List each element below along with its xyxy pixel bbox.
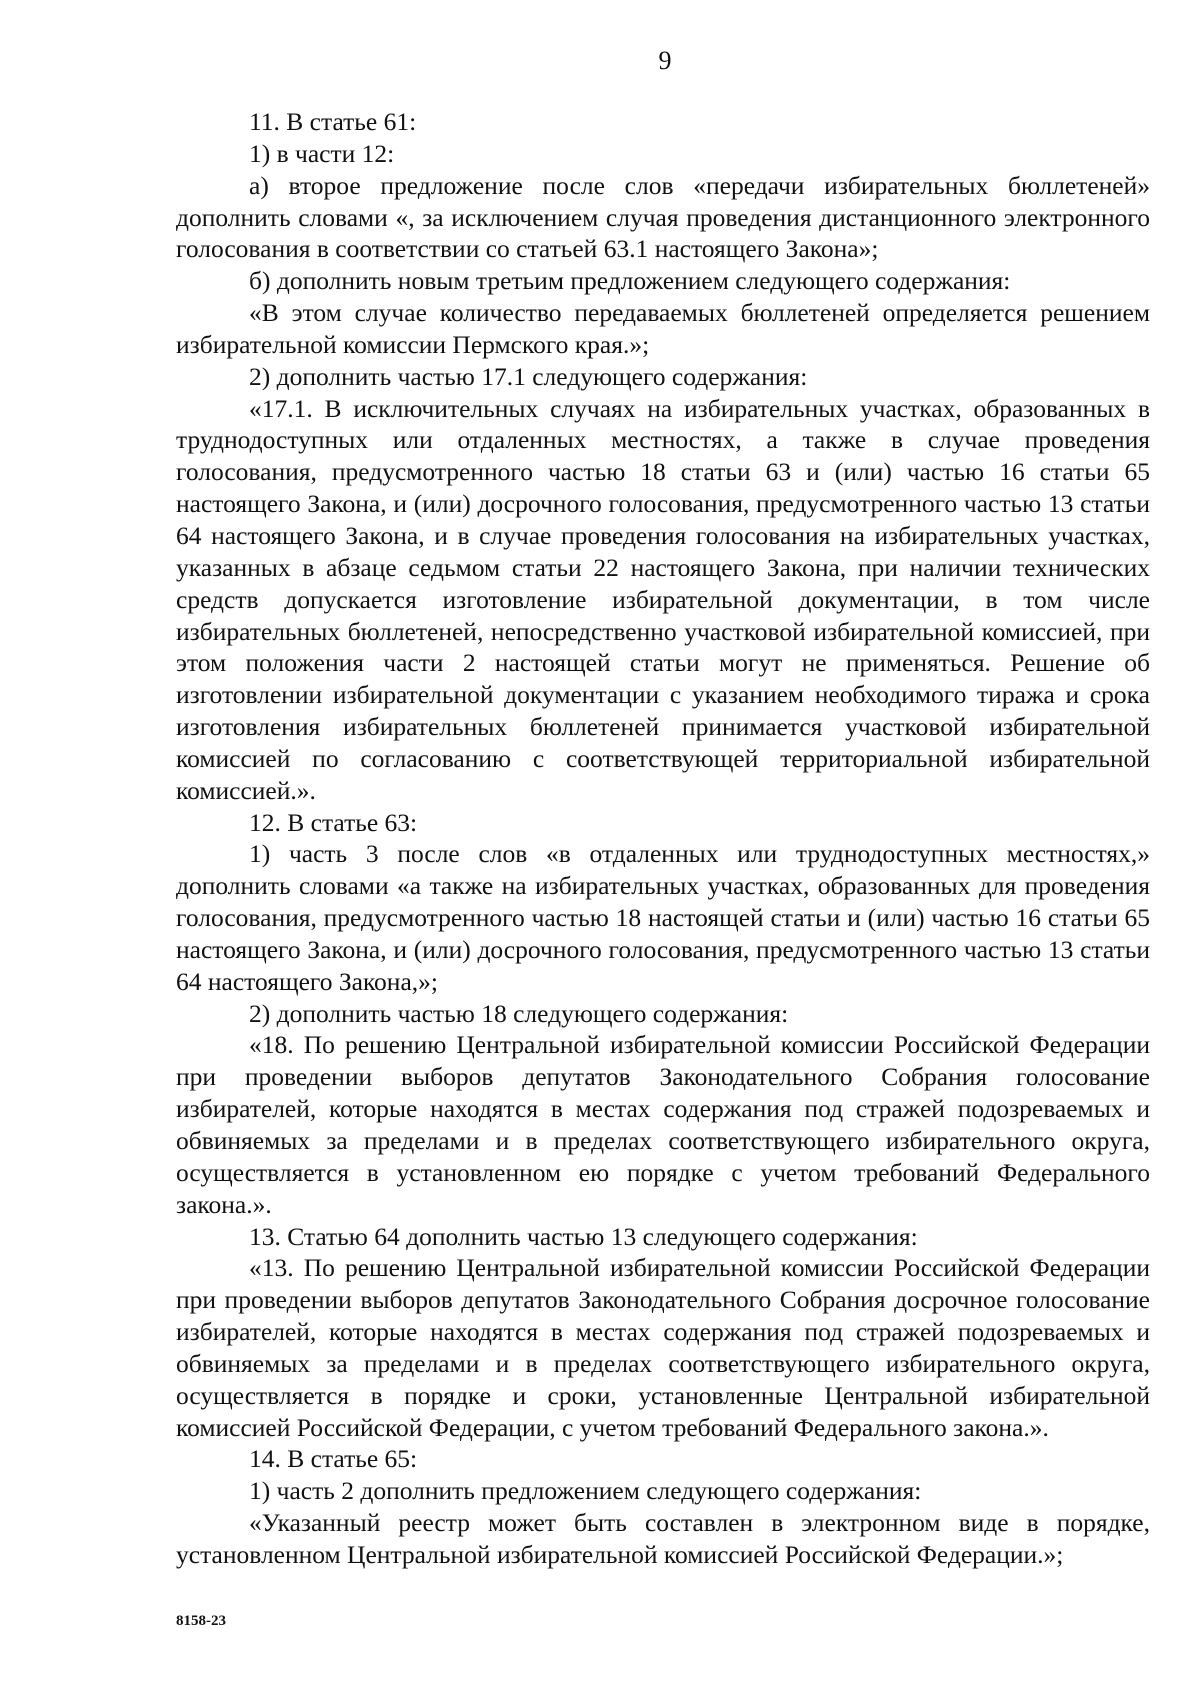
paragraph-quote-part-17-1: «17.1. В исключительных случаях на избирательных участках, образованных в труднодоступных или отдаленных местностях, а также в случае проведения голосования, предусмотренного частью 18 статьи 63 и (или) частью 16 статьи 65 настоящего Закона, и (или) досрочного голосования, предусмотренного частью 13 статьи 64 настоящего Закона, и в случае проведения голосования на избирательных участках, указанных в абзаце седьмом статьи 22 настоящего Закона, при наличии технических средств допускается изготовление избирательной документации, в том числе избирательных бюллетеней, непосредственно участковой избирательной комиссией, при этом положения части 2 настоящей статьи могут не применяться. Решение об изготовлении избирательной документации с указанием необходимого тиража и срока изготовления избирательных бюллетеней принимается участковой избирательной комиссией по согласованию с соответствующей территориальной избирательной комиссией.». [176, 393, 1150, 805]
document-code: 8158-23 [176, 1613, 226, 1629]
paragraph-item-13-heading: 13. Статью 64 дополнить частью 13 следующего содержания: [249, 1221, 918, 1251]
paragraph-subitem-1-heading: 1) в части 12: [249, 138, 395, 168]
page-number: 9 [658, 46, 672, 75]
paragraph-subitem-b: б) дополнить новым третьим предложением следующего содержания: [249, 266, 1011, 296]
paragraph-subitem-a: а) второе предложение после слов «передачи избирательных бюллетеней» дополнить словами «, за исключением случая проведения дистанционного электронного голосования в соответствии со статьей 63.1 настоящего Закона»; [176, 170, 1150, 264]
paragraph-item-12-heading: 12. В статье 63: [249, 807, 418, 837]
paragraph-quote-part-13: «13. По решению Центральной избирательной комиссии Российской Федерации при проведении выборов депутатов Законодательного Собрания досрочное голосование избирателей, которые находятся в местах содержания под стражей подозреваемых и обвиняемых за пределами и в пределах соответствующего избирательного округа, осуществляется в порядке и сроки, установленные Центральной избирательной комиссией Российской Федерации, с учетом требований Федерального закона.». [176, 1253, 1150, 1442]
paragraph-item-14-heading: 14. В статье 65: [249, 1444, 418, 1474]
paragraph-quote-part-18: «18. По решению Центральной избирательной комиссии Российской Федерации при проведении выборов депутатов Законодательного Собрания голосование избирателей, которые находятся в местах содержания под стражей подозреваемых и обвиняемых за пределами и в пределах соответствующего избирательного округа, осуществляется в установленном ею порядке с учетом требований Федерального закона.». [176, 1030, 1150, 1219]
paragraph-quote-registry: «Указанный реестр может быть составлен в электронном виде в порядке, установленном Центральной избирательной комиссией Российской Федерации.»; [176, 1508, 1150, 1569]
paragraph-item-11-heading: 11. В статье 61: [249, 107, 417, 136]
paragraph-item-14-subitem-1: 1) часть 2 дополнить предложением следующего содержания: [249, 1476, 922, 1506]
paragraph-subitem-2: 2) дополнить частью 17.1 следующего содержания: [249, 361, 808, 391]
paragraph-quote-third-sentence: «В этом случае количество передаваемых бюллетеней определяется решением избирательной комиссии Пермского края.»; [176, 298, 1150, 359]
paragraph-item-12-subitem-2: 2) дополнить частью 18 следующего содержания: [249, 998, 789, 1028]
paragraph-item-12-subitem-1: 1) часть 3 после слов «в отдаленных или труднодоступных местностях,» дополнить словами «а также на избирательных участках, образованных для проведения голосования, предусмотренного частью 18 настоящей статьи и (или) частью 16 статьи 65 настоящего Закона, и (или) досрочного голосования, предусмотренного частью 13 статьи 64 настоящего Закона,»; [176, 839, 1150, 996]
document-body [176, 106, 1150, 1571]
